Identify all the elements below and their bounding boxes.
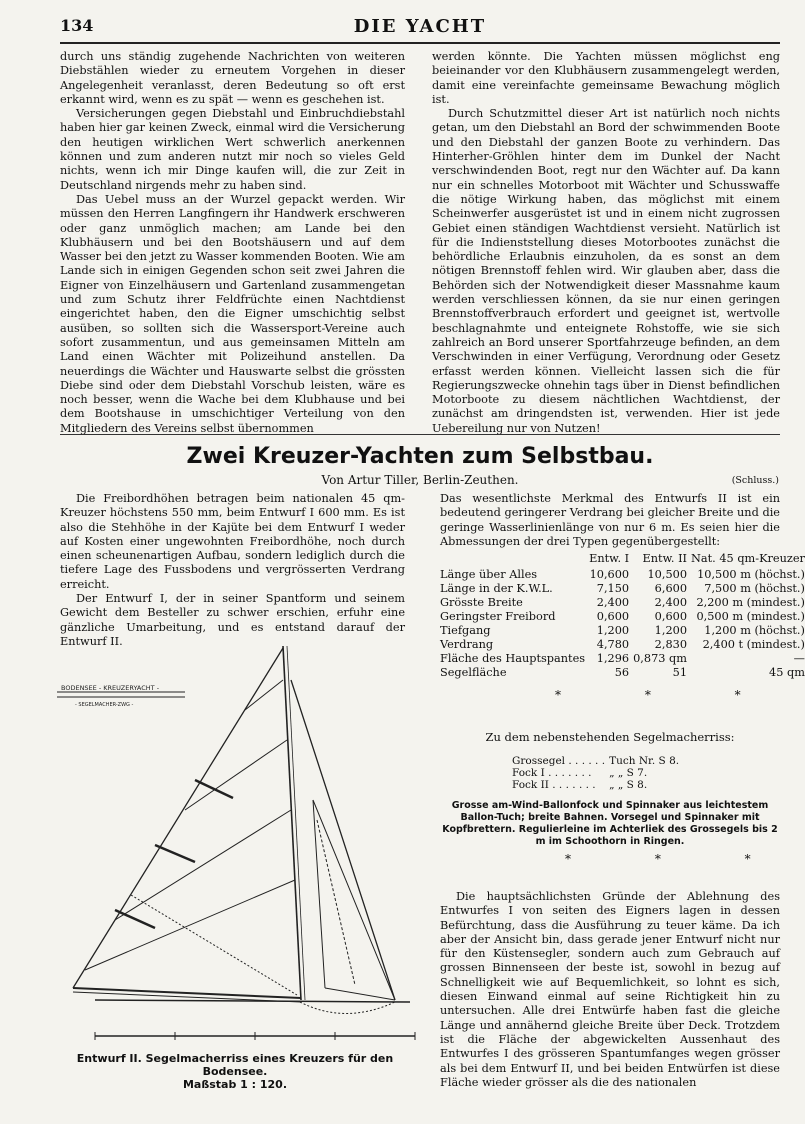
inset-title: BODENSEE - KREUZERYACHT - (61, 684, 160, 692)
table-row (440, 567, 805, 581)
sail-plan-drawing (55, 640, 425, 1050)
row-label: Grösste Breite (440, 595, 523, 609)
cell: 1,200 (654, 623, 688, 637)
sail-cloth: „ „ S 8. (609, 779, 648, 791)
sail-cloth: „ „ S 7. (609, 767, 648, 779)
cell: 1,296 (596, 651, 630, 665)
bottom-right-column (440, 890, 780, 1090)
cell: 10,500 (647, 567, 688, 581)
mid-right-column (440, 492, 780, 549)
row-label: Segelfläche (440, 665, 507, 679)
table-row (440, 581, 805, 595)
sail-cloth-table (510, 755, 681, 791)
sail-name: Fock II . . . . . . . (512, 779, 596, 791)
spinnaker-curve (300, 1002, 395, 1014)
cell: 1,200 m (höchst.) (704, 623, 805, 637)
table-row (510, 755, 681, 767)
cell: 10,500 m (höchst.) (697, 567, 805, 581)
paragraph: Durch Schutzmittel dieser Art ist natürlich noch nichts getan, um den Diebstahl an Bord der schwimmenden Boote und den Diebstahl der ganzen Boote zu verhindern. Das Hinterher-Gröhlen hinter dem im Dunkel der Nacht verschwindenden Boot, regt nur den Wächter auf. Da kann nur ein schnelles Motorboot mit Wächter und Schusswaffe die nötige Wirkung haben, das möglichst mit einem Scheinwerfer ausgerüstet ist und in einem nicht zugrossen Gebiet einen ständigen Wachtdienst versieht. Natürlich ist für die Indienststellung dieses Motorbootes zunächst die behördliche Erlaubnis einzuholen, da es sonst an dem nötigen Brennstoff fehlen wird. Wir glauben aber, dass die Behörden sich der Notwendigkeit dieser Massnahme kaum werden verschliessen können, da sie nur einen geringen Brennstoffverbrauch erfordert und geeignet ist, wertvolle beschlagnahmte und enteignete Rohstoffe, wie sie sich zahlreich an Bord unserer Sportfahrzeuge befinden, an dem Verschwinden in einer Verfügung, Verordnung oder Gesetz erfasst werden können. Vielleicht lassen sich die für Regierungszwecke ohnehin tags über in Dienst befindlichen Motorboote zu diesem nächtlichen Wachtdienst, der zunächst am dringendsten ist, verwenden. Hier ist jede Uebereilung nur von Nutzen! (432, 107, 780, 435)
cell: 2,200 m (mindest.) (696, 595, 805, 609)
batten-line (195, 780, 233, 798)
paragraph: Versicherungen gegen Diebstahl und Einbruchdiebstahl haben hier gar keinen Zweck, einmal wird die Versicherung den heutigen wirklichen Wert schwerlich anerkennen können und zum anderen nutzt mir noch so vieles Geld nichts, wenn ich mir Dinge kaufen will, die zur Zeit in Deutschland nirgends mehr zu haben sind. (60, 107, 405, 192)
section-stars: * * * (565, 852, 791, 866)
sail-list-caption: Zu dem nebenstehenden Segelmacherriss: (485, 730, 735, 744)
row-label: Verdrang (440, 637, 494, 651)
table-row (440, 595, 805, 609)
table-row (510, 767, 681, 779)
cell: 0,500 m (mindest.) (696, 609, 805, 623)
cell: 2,400 (596, 595, 630, 609)
sail-name: Fock I . . . . . . . (512, 767, 592, 779)
cell: 4,780 (596, 637, 630, 651)
table-header-row (440, 552, 805, 567)
column-header (440, 552, 585, 567)
top-right-column (432, 50, 780, 436)
batten-line (155, 845, 195, 862)
page-header (60, 16, 780, 44)
figure-caption (60, 1052, 410, 1091)
cell: 2,830 (654, 637, 688, 651)
cell: 2,400 (654, 595, 688, 609)
cell: 7,150 (596, 581, 630, 595)
deck-line (95, 1000, 410, 1002)
section-divider (60, 434, 780, 435)
paragraph: Das wesentlichste Merkmal des Entwurfs II ist ein bedeutend geringerer Verdrang bei gleicher Breite und die geringe Wasserlinienlänge von nur 6 m. Es seien hier die Abmessungen der drei Typen gegenübergestellt: (440, 492, 780, 548)
sail-seam (245, 680, 283, 710)
paragraph: werden könnte. Die Yachten müssen möglichst eng beieinander vor den Klubhäusern zusammengelegt werden, damit eine vereinfachte gemeinsame Bewachung möglich ist. (432, 50, 780, 106)
dimensions-table (440, 552, 805, 679)
table-row (440, 609, 805, 623)
section-stars: * * * (555, 688, 781, 702)
jib-luff (313, 800, 325, 988)
column-header: Entw. I (589, 552, 630, 565)
cell: 51 (672, 665, 688, 679)
top-left-column (60, 50, 405, 436)
jib-seam (317, 820, 355, 985)
cell: — (793, 651, 805, 665)
jib-foot (325, 988, 395, 1000)
figure-caption-line: Entwurf II. Segelmacherriss eines Kreuzers für den Bodensee. (76, 1052, 394, 1078)
article-title: Zwei Kreuzer-Yachten zum Selbstbau. (186, 444, 654, 469)
cell: 0,600 (596, 609, 630, 623)
sail-seam (185, 740, 287, 810)
batten-line (115, 910, 155, 928)
sail-seam (85, 880, 295, 970)
column-header: Nat. 45 qm-Kreuzer (691, 552, 805, 565)
sail-cloth: Tuch Nr. S 8. (609, 755, 680, 767)
jib-leech (313, 800, 395, 1000)
paragraph: Das Uebel muss an der Wurzel gepackt werden. Wir müssen den Herren Langfingern ihr Handwerk erschweren oder ganz unmöglich machen; am Lande bei den Klubhäusern und bei den Bootshäusern und auf dem Wasser bei den jetzt zu Wasser kommenden Booten. Wie am Lande sich in einigen Gegenden schon seit zwei Jahren die Eigner von Einzelhäusern und Gartenland zusammengetan und zum Schutz ihrer Feldfrüchte einen Nachtdienst eingerichtet haben, den die Eigner umschichtig selbst ausüben, so sollten sich die Wassersport-Vereine auch sofort zusammentun, und aus gemeinsamen Mitteln am Land einen Wächter mit Polizeihund anstellen. Da neuerdings die Wächter und Hauswarte selbst die grössten Diebe sind oder dem Diebstahl Vorschub leisten, wäre es noch besser, wenn die Wache bei dem Klubhause und bei dem Bootshause in umschichtiger Verteilung von den Mitgliedern des Vereins selbst übernommen (60, 192, 405, 435)
table-row (440, 651, 805, 665)
article-author: Von Artur Tiller, Berlin-Zeuthen. (321, 473, 519, 487)
row-label: Länge in der K.W.L. (440, 581, 553, 595)
forestay-line (291, 680, 395, 1000)
cell: 7,500 m (höchst.) (704, 581, 805, 595)
column-header: Entw. II (642, 552, 688, 565)
sail-seam (115, 810, 291, 920)
row-label: Geringster Freibord (440, 609, 556, 623)
cell: 2,400 t (mindest.) (702, 637, 805, 651)
magazine-title: DIE YACHT (353, 16, 487, 37)
cell: 1,200 (596, 623, 630, 637)
cell: 0,600 (654, 609, 688, 623)
inset-subtitle: - SEGELMACHER-ZWG - (75, 702, 134, 708)
table-row (440, 623, 805, 637)
cell: 45 qm (769, 665, 805, 679)
cell: 56 (614, 665, 630, 679)
row-label: Länge über Alles (440, 567, 538, 581)
paragraph: Die hauptsächlichsten Gründe der Ablehnung des Entwurfes I von seiten des Eigners lagen in dessen Befürchtung, dass die Ausführung zu teuer käme. Da ich aber der Ansicht bin, dass gerade jener Entwurf nicht nur für den Küstensegler, sondern auch zum Gebrauch auf grossen Binnenseen der beste ist, sowohl in bezug auf Schnelligkeit wie auf Bequemlichkeit, so lohnt es sich, diesen Einwand einmal auf seine Richtigkeit hin zu untersuchen. Alle drei Entwürfe haben fast die gleiche Länge und annähernd gleiche Breite über Deck. Trotzdem ist die Fläche der abgewickelten Aussenhaut des Entwurfes I des grösseren Spantumfanges wegen grösser als bei dem Entwurf II, und bei beiden Entwürfen ist diese Fläche wieder grösser als die des nationalen (440, 890, 780, 1089)
sail-name: Grossegel . . . . . . (512, 755, 606, 767)
table-row (440, 665, 805, 679)
table-row (440, 637, 805, 651)
sail-seam (131, 895, 297, 995)
paragraph: Der Entwurf I, der in seiner Spantform und seinem Gewicht dem Besteller zu schwer erschien, erfuhr eine gänzliche Umarbeitung, und es entstand darauf der Entwurf II. (60, 592, 405, 648)
article-part-note: (Schluss.) (731, 475, 779, 486)
paragraph: durch uns ständig zugehende Nachrichten von weiteren Diebstählen wieder zu erneutem Vorgehen in dieser Angelegenheit veranlasst, deren Bedeutung so oft erst erkannt wird, wenn es zu spät — wenn es geschehen ist. (60, 50, 405, 106)
cell: 6,600 (654, 581, 688, 595)
sail-plan-figure (55, 640, 425, 1050)
cell: 0,873 qm (633, 651, 688, 665)
table-row (510, 779, 681, 791)
mainsail-leech (73, 648, 283, 988)
paragraph: Die Freibordhöhen betragen beim nationalen 45 qm-Kreuzer höchstens 550 mm, beim Entwurf I 600 mm. Es ist also die Stehhöhe in der Kajüte bei dem Entwurf I weder auf Kosten einer ungewohnten Freibordhöhe, noch durch einen scheunenartigen Aufbau, sondern lediglich durch die tiefere Lage des Fussbodens und vergrösserten Verdrang erreicht. (60, 492, 405, 591)
mast-line (283, 646, 301, 1000)
page-number: 134 (60, 16, 94, 35)
mast-line (287, 646, 305, 1000)
figure-scale: Maßstab 1 : 120. (182, 1078, 288, 1091)
cell: 10,600 (589, 567, 630, 581)
mid-left-column (60, 492, 405, 649)
row-label: Fläche des Hauptspantes (440, 651, 586, 665)
row-label: Tiefgang (440, 623, 491, 637)
sail-note: Grosse am-Wind-Ballonfock und Spinnaker aus leichtestem Ballon-Tuch; breite Bahnen. Vorsegel und Spinnaker mit Kopfbrettern. Regulierleine im Achterliek des Grossegels bis 2 m im Schoothorn in Ringen. (442, 800, 778, 847)
